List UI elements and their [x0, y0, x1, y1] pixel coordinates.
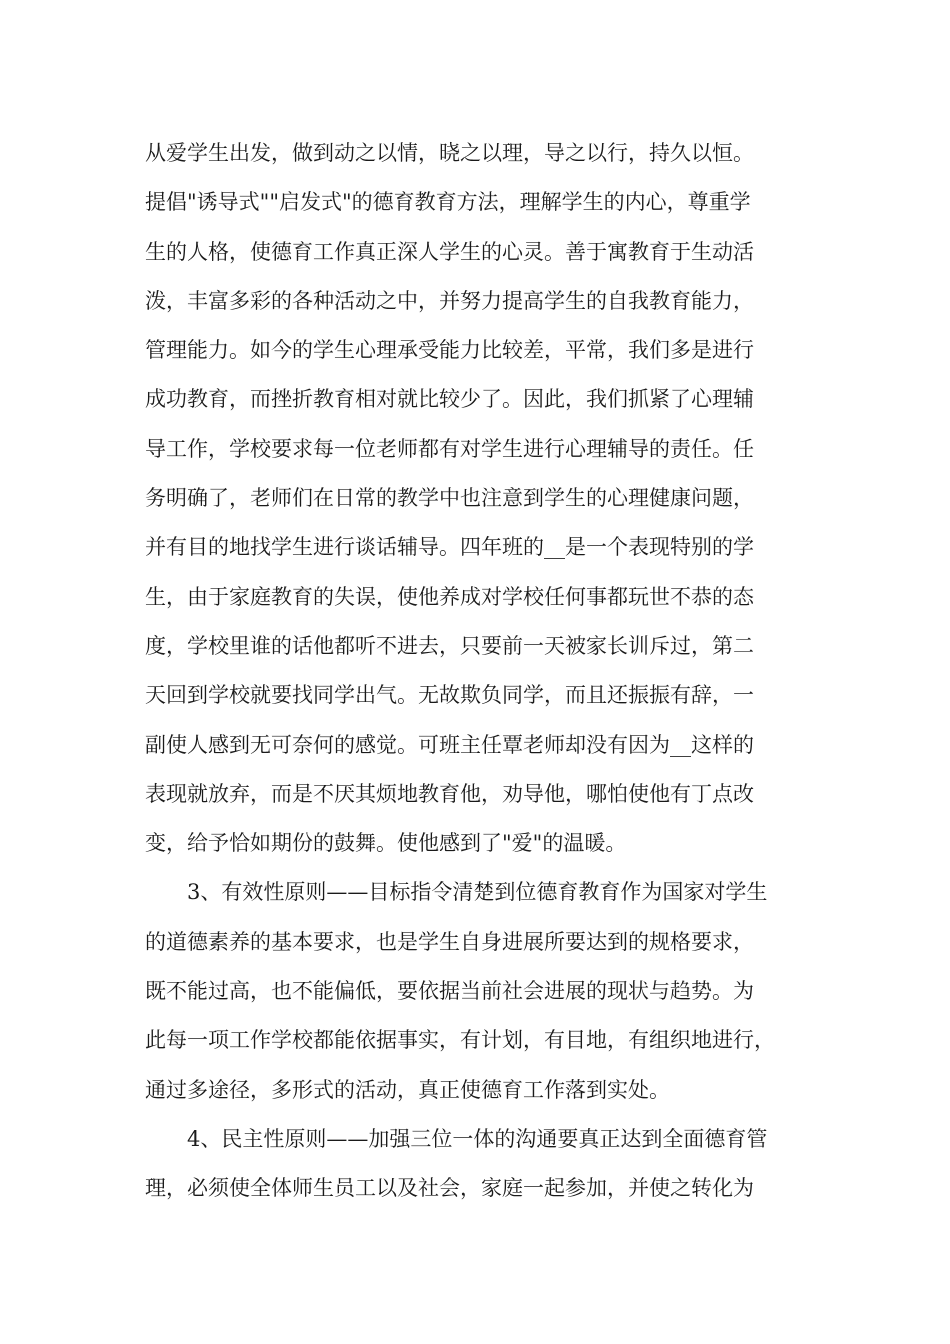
text-line: 并有目的地找学生进行谈话辅导。四年班的__是一个表现特别的学 [145, 535, 754, 560]
text-line: 管理能力。如今的学生心理承受能力比较差，平常，我们多是进行 [145, 338, 754, 363]
text-line: 理，必须使全体师生员工以及社会，家庭一起参加，并使之转化为 [145, 1176, 754, 1201]
text-line: 变，给予恰如期份的鼓舞。使他感到了"爱"的温暖。 [145, 831, 627, 856]
text-line: 生，由于家庭教育的失误，使他养成对学校任何事都玩世不恭的态 [145, 584, 754, 609]
paragraph-3-first-line: 3、有效性原则——目标指令清楚到位德育教育作为国家对学生 [187, 880, 768, 905]
text-line: 副使人感到无可奈何的感觉。可班主任覃老师却没有因为__这样的 [145, 732, 754, 757]
text-line: 务明确了，老师们在日常的教学中也注意到学生的心理健康问题， [145, 486, 754, 511]
text-line: 的道德素养的基本要求，也是学生自身进展所要达到的规格要求， [145, 929, 754, 954]
text-line: 通过多途径，多形式的活动，真正使德育工作落到实处。 [145, 1077, 670, 1102]
text-line: 泼，丰富多彩的各种活动之中，并努力提高学生的自我教育能力， [145, 288, 754, 313]
text-line: 表现就放弃，而是不厌其烦地教育他，劝导他，哪怕使他有丁点改 [145, 781, 754, 806]
paragraph-4-first-line: 4、民主性原则——加强三位一体的沟通要真正达到全面德育管 [187, 1126, 768, 1151]
text-line: 此每一项工作学校都能依据事实，有计划，有目地，有组织地进行， [145, 1028, 775, 1053]
text-line: 成功教育，而挫折教育相对就比较少了。因此，我们抓紧了心理辅 [145, 387, 754, 412]
text-line: 从爱学生出发，做到动之以情，晓之以理，导之以行，持久以恒。 [145, 141, 754, 165]
text-line: 度，学校里谁的话他都听不进去，只要前一天被家长训斥过，第二 [145, 633, 754, 658]
text-line: 导工作，学校要求每一位老师都有对学生进行心理辅导的责任。任 [145, 436, 754, 461]
text-line: 生的人格，使德育工作真正深人学生的心灵。善于寓教育于生动活 [145, 239, 754, 264]
text-line: 既不能过高，也不能偏低，要依据当前社会进展的现状与趋势。为 [145, 979, 754, 1004]
text-line: 提倡"诱导式""启发式"的德育教育方法，理解学生的内心，尊重学 [145, 190, 751, 215]
document-body [145, 129, 815, 1214]
text-line: 天回到学校就要找同学出气。无故欺负同学，而且还振振有辞，一 [145, 683, 754, 708]
